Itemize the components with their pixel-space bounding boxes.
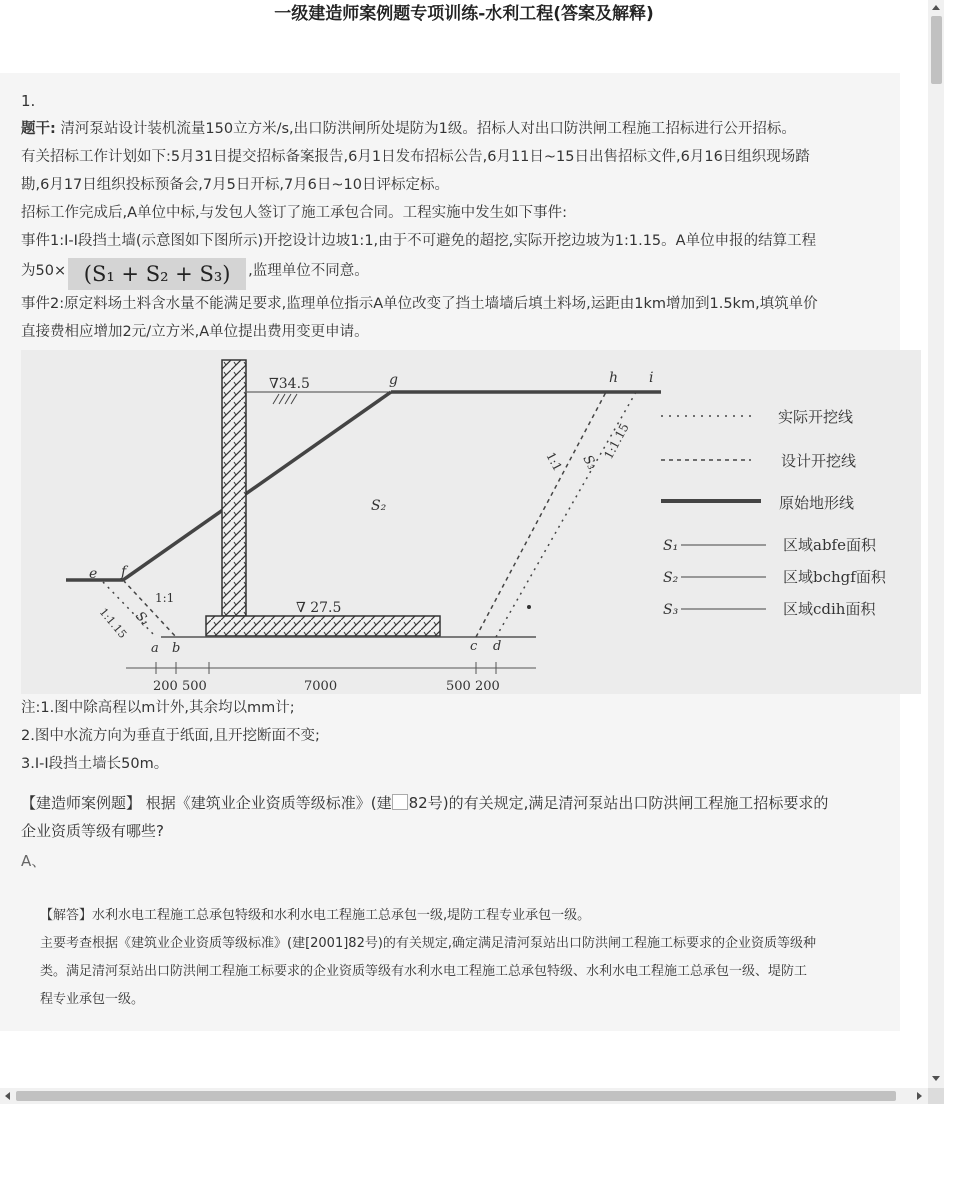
stem-line3: 勘,6月17日组织投标预备会,7月5日开标,7月6日~10日评标定标。 [21, 177, 450, 193]
paragraph-2: 招标工作完成后,A单位中标,与发包人签订了施工承包合同。工程实施中发生如下事件: [21, 205, 568, 221]
left-slope-115: 1:1.15 [96, 605, 130, 641]
wall-stem-hatch [222, 360, 246, 616]
elev-bottom-label: ∇ 27.5 [296, 600, 342, 616]
right-slope-115: 1:1.15 [601, 420, 632, 462]
answer-line3: 类。满足清河泵站出口防洪闸工程施工标要求的企业资质等级有水利水电工程施工总承包特级、水利水电工程施工总承包一级、堤防工 [40, 964, 808, 979]
option-a[interactable]: A、 [21, 852, 47, 870]
figure-svg [21, 350, 921, 694]
point-e: e [89, 566, 98, 582]
left-design-line [123, 580, 176, 637]
dim-mid: 7000 [304, 679, 338, 694]
scroll-left-arrow-icon[interactable] [5, 1092, 10, 1100]
note-3: 3.I-I段挡土墙长50m。 [21, 756, 169, 772]
horizontal-scroll-thumb[interactable] [16, 1091, 896, 1101]
legend-design: 设计开挖线 [781, 452, 857, 470]
legend-s1-symbol: S₁ [663, 538, 679, 554]
stem-line2: 有关招标工作计划如下:5月31日提交招标备案报告,6月1日发布招标公告,6月11日~15日出售招标文件,6月16日组织现场踏 [21, 149, 810, 165]
question-content [21, 87, 883, 346]
question-tag: 【建造师案例题】 [21, 794, 142, 812]
point-f: f [121, 564, 127, 580]
event1-prefix: 为50× [21, 263, 67, 279]
dim-right: 500 200 [446, 679, 500, 694]
elev-top-label: ∇34.5 [269, 376, 310, 392]
point-i: i [649, 370, 654, 386]
legend-s3-symbol: S₃ [663, 602, 679, 618]
question-stem [21, 115, 883, 143]
wall-base-hatch [206, 616, 440, 636]
event2-line2: 直接费相应增加2元/立方米,A单位提出费用变更申请。 [21, 324, 369, 340]
note-2: 2.图中水流方向为垂直于纸面,且开挖断面不变; [21, 728, 320, 744]
legend-terrain: 原始地形线 [779, 494, 855, 512]
scroll-up-arrow-icon[interactable] [932, 5, 940, 10]
sub-question [21, 789, 883, 845]
legend-s2-symbol: S₂ [663, 570, 679, 586]
answer-line2: 主要考查根据《建筑业企业资质等级标准》(建[2001]82号)的有关规定,确定满足清河泵站出口防洪闸工程施工标要求的企业资质等级种 [40, 936, 817, 951]
event2-line1: 事件2:原定料场土料含水量不能满足要求,监理单位指示A单位改变了挡土墙墙后填土料场,运距由1km增加到1.5km,填筑单价 [21, 296, 818, 312]
formula-image: (S₁ + S₂ + S₃) [68, 258, 246, 290]
scroll-right-arrow-icon[interactable] [917, 1092, 922, 1100]
point-a: a [151, 641, 159, 656]
region-s1: S₁ [131, 608, 153, 630]
legend-s1: 区域abfe面积 [783, 536, 876, 554]
scrollbar-corner [928, 1088, 944, 1104]
region-s2: S₂ [371, 498, 387, 514]
question-panel [0, 73, 900, 1031]
region-s3: S₃ [579, 452, 600, 473]
point-b: b [172, 641, 181, 656]
legend-s3: 区域cdih面积 [783, 600, 876, 618]
ground-hatch-icon [273, 394, 297, 404]
point-g: g [389, 372, 398, 388]
left-slope-11: 1:1 [155, 591, 175, 605]
question-number: 1. [21, 92, 36, 110]
stem-line1: 清河泵站设计装机流量150立方米/s,出口防洪闸所处堤防为1级。招标人对出口防洪闸工程施工招标进行公开招标。 [55, 121, 796, 137]
stem-label: 题干: [21, 121, 56, 137]
event1-line2 [21, 257, 883, 290]
figure-notes [21, 694, 883, 778]
answer-block [40, 902, 872, 1014]
point-d: d [493, 639, 502, 654]
broken-image-icon [392, 794, 408, 810]
retaining-wall-figure [21, 350, 921, 694]
dim-left: 200 500 [153, 679, 207, 694]
note-1: 注:1.图中除高程以m计外,其余均以mm计; [21, 700, 295, 716]
point-h: h [609, 370, 619, 386]
point-c: c [470, 639, 478, 654]
vertical-scrollbar[interactable] [928, 0, 944, 1088]
vertical-scroll-thumb[interactable] [931, 16, 942, 84]
right-design-line [476, 392, 606, 637]
terrain-slope [123, 392, 391, 580]
event1-suffix: ,监理单位不同意。 [248, 263, 369, 279]
question-text-b: )的有关规定,满足清河泵站出口防洪闸工程施工招标要求的 [442, 794, 829, 812]
legend-actual: 实际开挖线 [778, 408, 854, 426]
legend-s2: 区域bchgf面积 [783, 568, 886, 586]
right-slope-11: 1:1 [543, 449, 565, 474]
question-text-a: 根据《建筑业企业资质等级标准》(建 [141, 794, 392, 812]
question-line2: 企业资质等级有哪些? [21, 822, 164, 840]
marker-dot [527, 605, 531, 609]
event1-line1: 事件1:I-I段挡土墙(示意图如下图所示)开挖设计边坡1:1,由于不可避免的超挖,实际开挖边坡为1:1.15。A单位申报的结算工程 [21, 233, 817, 249]
page-title: 一级建造师案例题专项训练-水利工程(答案及解释) [274, 4, 654, 24]
answer-line1: 【解答】水利水电工程施工总承包特级和水利水电工程施工总承包一级,堤防工程专业承包一级。 [40, 908, 591, 923]
broken-image-alt: 82号 [408, 794, 443, 812]
scroll-down-arrow-icon[interactable] [932, 1076, 940, 1081]
answer-line4: 程专业承包一级。 [40, 992, 145, 1007]
